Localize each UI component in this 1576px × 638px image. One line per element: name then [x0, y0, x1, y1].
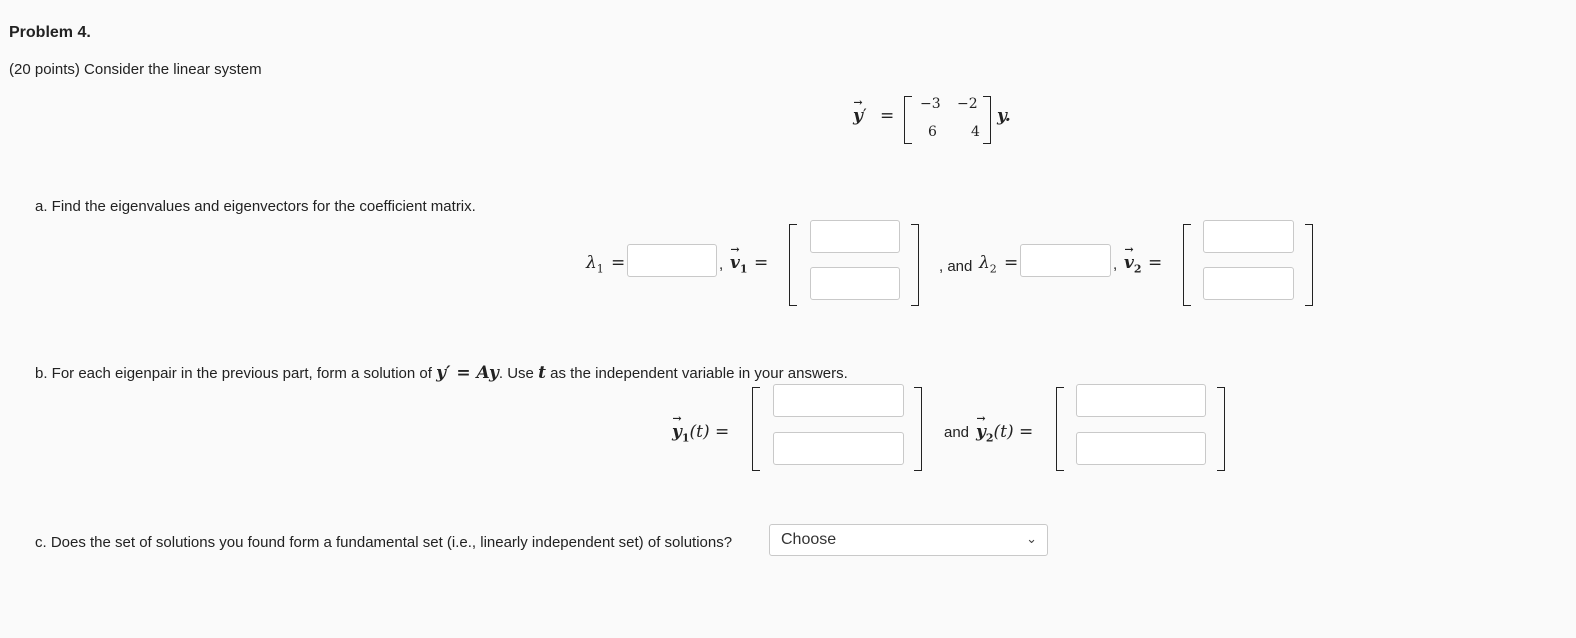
- matrix-a21: 6: [928, 124, 937, 140]
- lambda2-input[interactable]: [1020, 244, 1111, 277]
- v2-eq: =: [1148, 253, 1163, 273]
- v2-right-bracket: [1305, 224, 1313, 306]
- part-c-text: c. Does the set of solutions you found form a fundamental set (i.e., linearly independent set) of solutions?: [35, 534, 733, 551]
- fundamental-set-select[interactable]: [769, 524, 1048, 556]
- matrix-a12: −2: [957, 96, 978, 112]
- comma-v1: ,: [719, 256, 724, 273]
- select-value: Choose: [781, 531, 837, 548]
- lambda1-eq: =: [611, 253, 626, 273]
- v1-left-bracket: [789, 224, 797, 306]
- matrix-right-bracket: [983, 96, 991, 144]
- v2-label: → $v_2$: [1124, 253, 1142, 275]
- part-b-text: b. For each eigenpair in the previous part, form a solution of y′ = Ay. Use t as the independent variable in your answers.: [35, 363, 848, 383]
- y2-left-bracket: [1056, 387, 1064, 471]
- y2-component-2-input[interactable]: [1076, 432, 1206, 465]
- lambda1-label: $\lambda_1$: [586, 253, 604, 276]
- part-a-text: a. Find the eigenvalues and eigenvectors for the coefficient matrix.: [35, 198, 476, 215]
- problem-title: Problem 4.: [9, 24, 91, 41]
- v1-right-bracket: [911, 224, 919, 306]
- matrix-a11: −3: [920, 96, 941, 112]
- y1-left-bracket: [752, 387, 760, 471]
- y1-component-2-input[interactable]: [773, 432, 904, 465]
- y1-label: → $y_1(t)$ =: [672, 422, 729, 444]
- lambda2-eq: =: [1004, 253, 1019, 273]
- y2-component-1-input[interactable]: [1076, 384, 1206, 417]
- system-rhs: y.: [997, 106, 1011, 126]
- chevron-down-icon: ⌄: [1026, 531, 1037, 546]
- v1-component-2-input[interactable]: [810, 267, 900, 300]
- and-text-a: , and: [939, 258, 973, 275]
- y1-right-bracket: [914, 387, 922, 471]
- matrix-a22: 4: [971, 124, 980, 140]
- matrix-left-bracket: [904, 96, 912, 144]
- y1-component-1-input[interactable]: [773, 384, 904, 417]
- comma-v2: ,: [1113, 256, 1118, 273]
- v1-label: → $v_1$: [730, 253, 748, 275]
- v1-component-1-input[interactable]: [810, 220, 900, 253]
- y2-label: → $y_2(t)$ =: [976, 422, 1033, 444]
- v1-eq: =: [754, 253, 769, 273]
- y2-right-bracket: [1217, 387, 1225, 471]
- lambda2-label: $\lambda_2$: [979, 253, 997, 276]
- intro-text: (20 points) Consider the linear system: [9, 61, 262, 78]
- v2-component-1-input[interactable]: [1203, 220, 1294, 253]
- system-lhs: → y′: [853, 106, 867, 126]
- and-text-b: and: [944, 424, 970, 441]
- v2-left-bracket: [1183, 224, 1191, 306]
- lambda1-input[interactable]: [627, 244, 717, 277]
- v2-component-2-input[interactable]: [1203, 267, 1294, 300]
- system-eq: =: [880, 106, 895, 126]
